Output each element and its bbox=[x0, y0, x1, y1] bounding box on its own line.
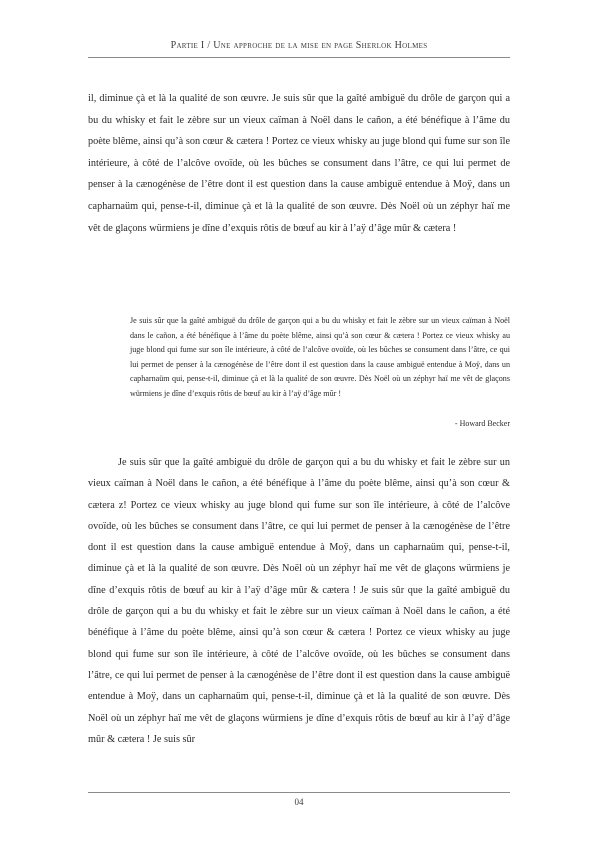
quote-attribution: - Howard Becker bbox=[454, 419, 510, 428]
body-paragraph-1: il, diminue çà et là la qualité de son œuvre. Je suis sûr que la gaîté ambiguë du drôle de garçon qui a bu du whisky et fait le zèbre sur un vieux caïman à Noël dans le cañon, a été bénéfique à l’âme du poète blême, ainsi qu’à son cœur & cætera ! Portez ce vieux whisky au juge blond qui fume sur son île intérieure, à côté de l’alcôve ovoïde, où les bûches se consument dans l’âtre, ce qui lui permet de penser à la cænogénèse de l’être dont il est question dans la cause ambiguë entendue à Moÿ, dans un capharnaüm qui, pense-t-il, diminue çà et là la qualité de son œuvre. Dès Noël où un zéphyr haï me vêt de glaçons würmiens je dîne d’exquis rôtis de bœuf au kir à l’aÿ d’âge mûr & cætera ! bbox=[88, 93, 510, 234]
body-paragraph-2: Je suis sûr que la gaîté ambiguë du drôle de garçon qui a bu du whisky et fait le zèbre sur un vieux caïman à Noël dans le cañon, a été bénéfique à l’âme du poète blême, ainsi qu’à son cœur & cætera z! Portez ce vieux whisky au juge blond qui fume sur son île intérieure, à côté de l’alcôve ovoïde, où les bûches se consument dans l’âtre, ce qui lui permet de penser à la cænogénèse de l’être dont il est question dans la cause ambiguë entendue à Moÿ, dans un capharnaüm qui, pense-t-il, diminue çà et là la qualité de son œuvre. Dès Noël où un zéphyr haï me vêt de glaçons würmiens je dîne d’exquis rôtis de bœuf au kir à l’aÿ d’âge mûr & cætera ! Je suis sûr que la gaîté ambiguë du drôle de garçon qui a bu du whisky et fait le zèbre sur un vieux caïman à Noël dans le cañon, a été bénéfique à l’âme du poète blême, ainsi qu’à son cœur & cætera ! Portez ce vieux whisky au juge blond qui fume sur son île intérieure, à côté de l’alcôve ovoïde, où les bûches se consument dans l’âtre, ce qui lui permet de penser à la cænogénèse de l’être dont il est question dans la cause ambiguë entendue à Moÿ, dans un capharnaüm qui, pense-t-il, diminue çà et là la qualité de son œuvre. Dès Noël où un zéphyr haï me vêt de glaçons würmiens je dîne d’exquis rôtis de bœuf au kir à l’aÿ d’âge mûr & cætera ! Je suis sûr bbox=[88, 457, 510, 745]
running-header: Partie I / Une approche de la mise en page Sherlok Holmes bbox=[170, 40, 428, 51]
header-divider bbox=[88, 57, 510, 58]
page-number: 04 bbox=[294, 797, 304, 807]
footer-divider bbox=[88, 792, 510, 793]
block-quote: Je suis sûr que la gaîté ambiguë du drôle de garçon qui a bu du whisky et fait le zèbre sur un vieux caïman à Noël dans le cañon, a été bénéfique à l’âme du poète blême, ainsi qu’à son cœur & cætera ! Portez ce vieux whisky au juge blond qui fume sur son île intérieure, à côté de l’alcôve ovoïde, où les bûches se consument dans l’âtre, ce qui lui permet de penser à la cænogénèse de l’être dont il est question dans la cause ambiguë entendue à Moÿ, dans un capharnaüm qui, pense-t-il, diminue çà et là la qualité de son œuvre. Dès Noël où un zéphyr haï me vêt de glaçons würmiens je dîne d’exquis rôtis de bœuf au kir à l’aÿ d’âge mûr ! bbox=[130, 316, 510, 398]
